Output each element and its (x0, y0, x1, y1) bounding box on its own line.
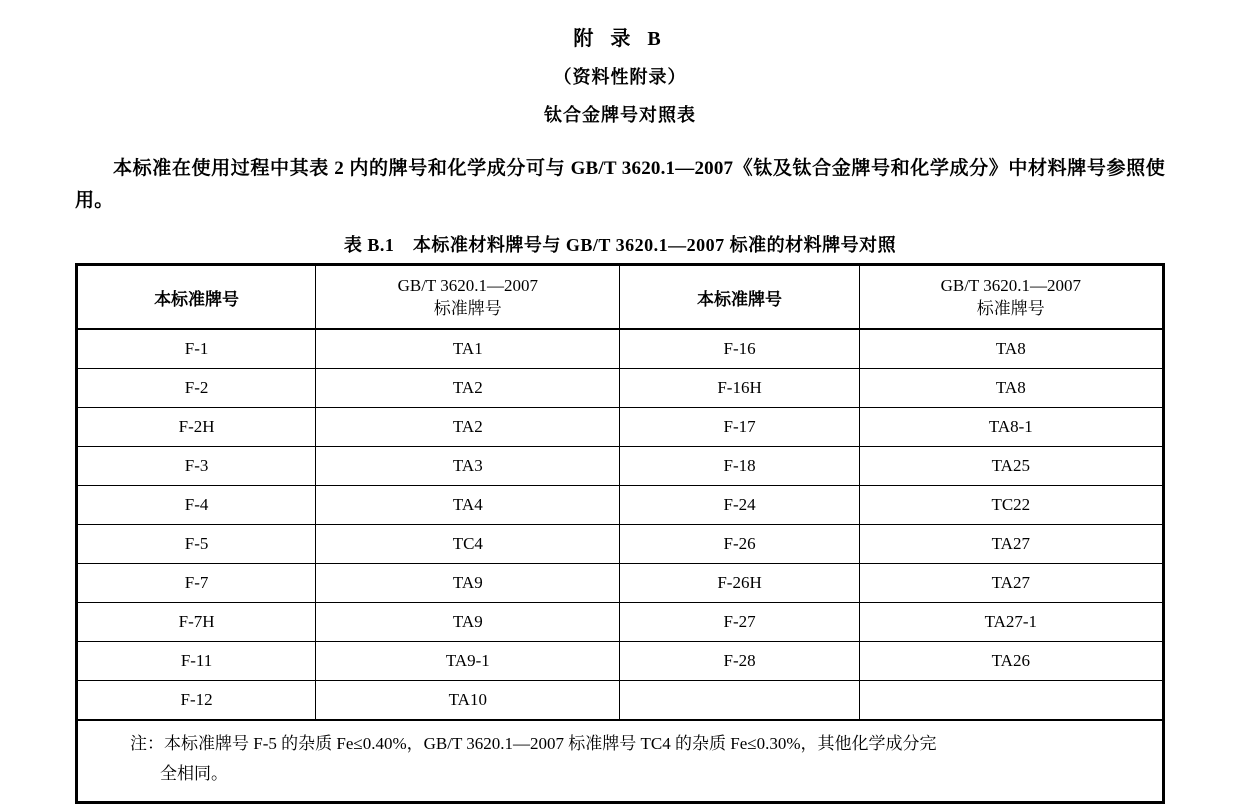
cell-standard-grade: F-2H (77, 408, 316, 447)
note-line-2: 全相同。 (160, 764, 228, 783)
cell-gbt-grade-2: TA26 (859, 642, 1163, 681)
cell-gbt-grade-2 (859, 681, 1163, 721)
table-row (77, 408, 1164, 447)
table-row (77, 329, 1164, 369)
cell-standard-grade: F-1 (77, 329, 316, 369)
header-col2-line1: GB/T 3620.1—2007 (397, 276, 539, 295)
note-line-1: 注：本标准牌号 F-5 的杂质 Fe≤0.40%，GB/T 3620.1—2007 标准牌号 TC4 的杂质 Fe≤0.30%，其他化学成分完 (130, 734, 937, 753)
header-col2 (316, 265, 620, 330)
cell-gbt-grade-2: TA8-1 (859, 408, 1163, 447)
cell-standard-grade: F-3 (77, 447, 316, 486)
cell-standard-grade-2: F-24 (620, 486, 859, 525)
cell-gbt-grade-2: TA27-1 (859, 603, 1163, 642)
cell-standard-grade-2: F-16 (620, 329, 859, 369)
cell-standard-grade-2 (620, 681, 859, 721)
cell-standard-grade-2: F-27 (620, 603, 859, 642)
cell-gbt-grade: TA9-1 (316, 642, 620, 681)
table-row (77, 564, 1164, 603)
appendix-type: （资料性附录） (553, 67, 687, 87)
header-col2-line2: 标准牌号 (433, 299, 502, 318)
intro-paragraph: 本标准在使用过程中其表 2 内的牌号和化学成分可与 GB/T 3620.1—2007《钛及钛合金牌号和化学成分》中材料牌号参照使用。 (75, 158, 1165, 211)
cell-standard-grade-2: F-17 (620, 408, 859, 447)
cell-gbt-grade-2: TA27 (859, 525, 1163, 564)
cell-standard-grade: F-7 (77, 564, 316, 603)
cell-standard-grade: F-4 (77, 486, 316, 525)
table-row (77, 447, 1164, 486)
cell-gbt-grade: TA2 (316, 369, 620, 408)
cell-gbt-grade: TA4 (316, 486, 620, 525)
header-col4 (859, 265, 1163, 330)
cell-standard-grade: F-5 (77, 525, 316, 564)
header-col1: 本标准牌号 (77, 265, 316, 330)
table-note-row (77, 720, 1164, 803)
header-col4-line2: 标准牌号 (976, 299, 1045, 318)
grade-comparison-table (75, 263, 1165, 804)
table-row (77, 369, 1164, 408)
cell-standard-grade: F-2 (77, 369, 316, 408)
cell-gbt-grade: TA2 (316, 408, 620, 447)
table-row (77, 642, 1164, 681)
cell-gbt-grade-2: TA8 (859, 329, 1163, 369)
appendix-title: 附 录 B (573, 28, 667, 50)
cell-gbt-grade: TA9 (316, 564, 620, 603)
cell-gbt-grade: TA3 (316, 447, 620, 486)
table-note (77, 720, 1164, 803)
cell-gbt-grade: TA9 (316, 603, 620, 642)
cell-standard-grade: F-11 (77, 642, 316, 681)
header-col4-line1: GB/T 3620.1—2007 (940, 276, 1082, 295)
cell-gbt-grade-2: TA25 (859, 447, 1163, 486)
cell-standard-grade: F-7H (77, 603, 316, 642)
cell-gbt-grade-2: TC22 (859, 486, 1163, 525)
cell-standard-grade-2: F-26 (620, 525, 859, 564)
table-header-row (77, 265, 1164, 330)
appendix-heading (0, 22, 1240, 127)
cell-gbt-grade: TA10 (316, 681, 620, 721)
table-container (75, 263, 1165, 804)
cell-gbt-grade: TA1 (316, 329, 620, 369)
table-row (77, 603, 1164, 642)
cell-standard-grade-2: F-28 (620, 642, 859, 681)
cell-standard-grade-2: F-26H (620, 564, 859, 603)
cell-standard-grade-2: F-16H (620, 369, 859, 408)
table-row (77, 486, 1164, 525)
table-row (77, 525, 1164, 564)
appendix-name: 钛合金牌号对照表 (544, 105, 696, 125)
document-page (0, 22, 1240, 783)
cell-gbt-grade-2: TA27 (859, 564, 1163, 603)
table-caption: 表 B.1 本标准材料牌号与 GB/T 3620.1—2007 标准的材料牌号对照 (343, 235, 897, 255)
cell-gbt-grade: TC4 (316, 525, 620, 564)
table-row (77, 681, 1164, 721)
header-col3: 本标准牌号 (620, 265, 859, 330)
cell-standard-grade-2: F-18 (620, 447, 859, 486)
cell-standard-grade: F-12 (77, 681, 316, 721)
cell-gbt-grade-2: TA8 (859, 369, 1163, 408)
